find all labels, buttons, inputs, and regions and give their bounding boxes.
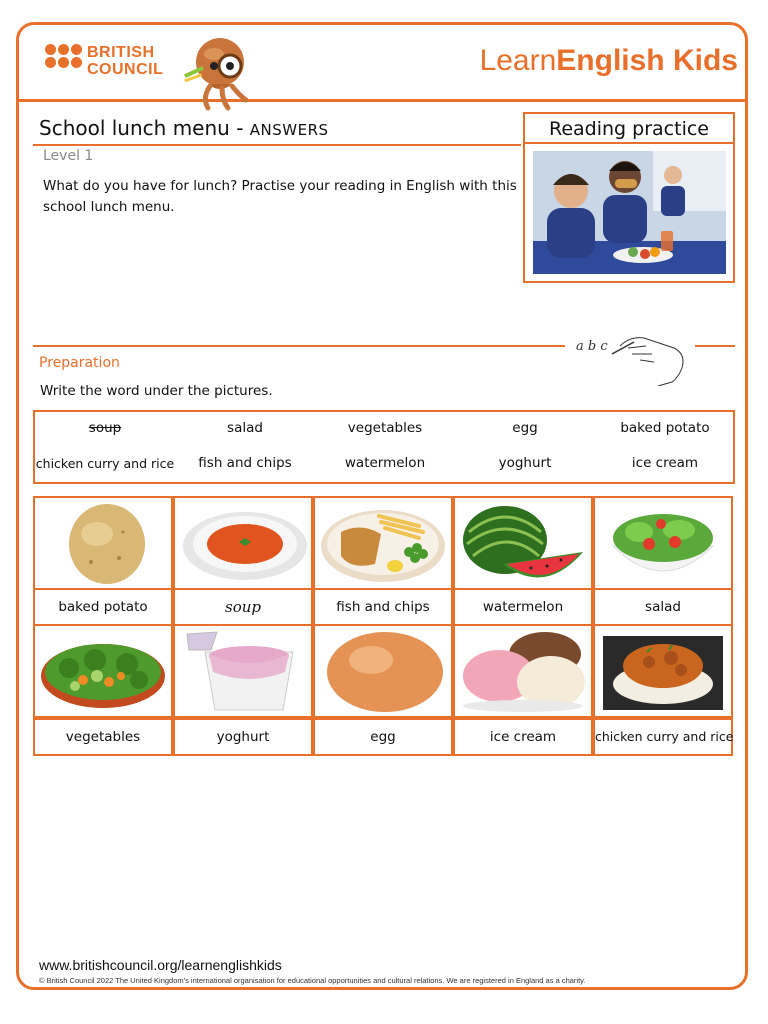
- label-cell: [453, 588, 593, 626]
- answer-label: ice cream: [489, 729, 557, 745]
- label-cell: [313, 588, 453, 626]
- word-bank-item: watermelon: [344, 455, 426, 471]
- footer-url: www.britishcouncil.org/learnenglishkids: [39, 957, 282, 973]
- baked-potato-picture: [39, 502, 167, 584]
- ice-cream-picture: [459, 630, 587, 712]
- picture-cell: [453, 624, 593, 718]
- preparation-heading: Preparation: [39, 355, 120, 371]
- word-bank-item: yoghurt: [498, 455, 552, 471]
- picture-cell: [173, 624, 313, 718]
- title-underline: [33, 144, 521, 146]
- label-cell: [593, 588, 733, 626]
- instruction-text: Write the word under the pictures.: [40, 383, 273, 399]
- fish-and-chips-picture: [319, 502, 447, 584]
- picture-cell: [593, 624, 733, 718]
- label-cell: [453, 718, 593, 756]
- label-cell: [173, 718, 313, 756]
- bc-dots-icon: [45, 44, 85, 80]
- bc-logo-text: BRITISH COUNCIL: [87, 44, 164, 78]
- learnenglish-kids-logo: LearnEnglish Kids: [479, 44, 738, 77]
- picture-cell: [453, 496, 593, 590]
- word-bank-item: vegetables: [347, 420, 423, 436]
- answer-label: soup: [225, 598, 261, 616]
- children-lunch-photo: [533, 151, 726, 274]
- label-cell: [173, 588, 313, 626]
- level-label: Level 1: [43, 148, 94, 164]
- chicken-curry-picture: [599, 630, 727, 712]
- title-box: [33, 112, 521, 144]
- answer-label: vegetables: [65, 729, 141, 745]
- picture-grid: [33, 496, 735, 756]
- answer-label: baked potato: [58, 599, 148, 615]
- reading-practice-label: Reading practice: [549, 118, 709, 140]
- word-bank-item: salad: [227, 420, 263, 436]
- word-bank-item: ice cream: [631, 455, 699, 471]
- word-bank-item: egg: [512, 420, 538, 436]
- writing-hand-icon: [570, 328, 692, 386]
- word-bank: [33, 410, 735, 484]
- word-bank-item: fish and chips: [198, 455, 292, 471]
- page-title: School lunch menu - ANSWERS: [39, 116, 329, 140]
- picture-cell: [33, 624, 173, 718]
- egg-picture: [319, 630, 447, 712]
- label-cell: [33, 588, 173, 626]
- footer-copyright: © British Council 2022 The United Kingdom's international organisation for educational opportunities and cultural relations. We are registered in England as a charity.: [39, 976, 586, 985]
- picture-cell: [313, 624, 453, 718]
- answer-label: yoghurt: [216, 729, 270, 745]
- picture-cell: [173, 496, 313, 590]
- intro-text: What do you have for lunch? Practise your reading in English with this school lunch menu.: [43, 178, 517, 215]
- watermelon-picture: [459, 502, 587, 584]
- picture-cell: [33, 496, 173, 590]
- answer-label: watermelon: [482, 599, 564, 615]
- answers-label: ANSWERS: [249, 121, 329, 139]
- answer-label: egg: [370, 729, 396, 745]
- word-bank-item: chicken curry and rice: [35, 456, 175, 471]
- preparation-divider-end: [695, 345, 735, 347]
- salad-picture: [599, 502, 727, 584]
- answer-label: fish and chips: [336, 599, 430, 615]
- word-bank-item: baked potato: [620, 420, 710, 436]
- vegetables-picture: [39, 630, 167, 712]
- soup-picture: [179, 502, 307, 584]
- mascot-icon: [180, 32, 256, 112]
- reading-practice-badge: [523, 112, 735, 144]
- label-cell: [593, 718, 733, 756]
- label-cell: [33, 718, 173, 756]
- answer-label: salad: [645, 599, 681, 615]
- svg-text:a b c: a b c: [576, 339, 608, 354]
- yoghurt-picture: [179, 630, 307, 712]
- british-council-logo: [45, 44, 175, 84]
- preparation-divider: [33, 345, 565, 347]
- word-bank-item: soup: [88, 420, 122, 436]
- answer-label: chicken curry and rice: [595, 729, 734, 744]
- header-divider: [19, 99, 745, 102]
- picture-cell: [313, 496, 453, 590]
- picture-cell: [593, 496, 733, 590]
- label-cell: [313, 718, 453, 756]
